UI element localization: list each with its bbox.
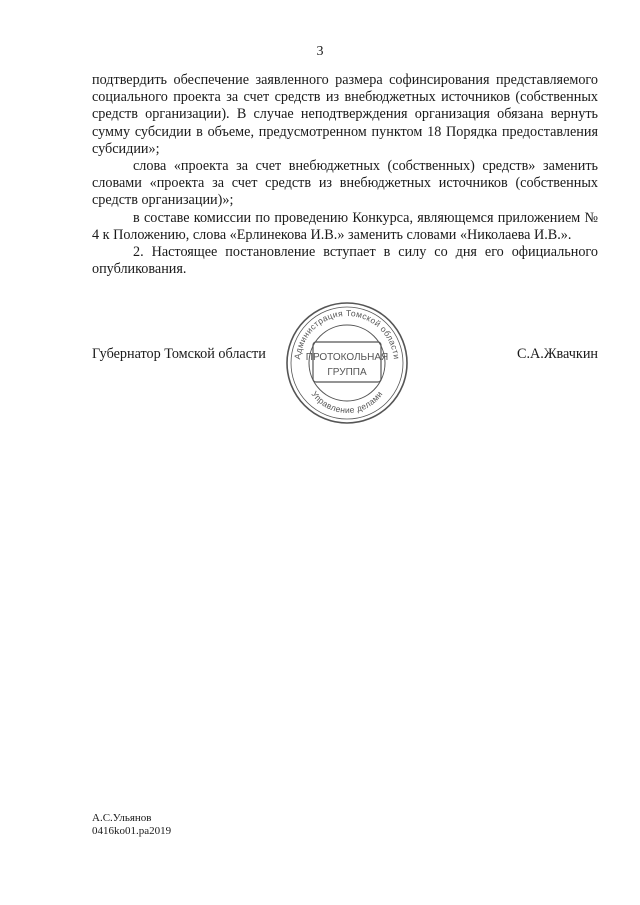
document-footer (92, 812, 171, 838)
stamp-center-line1: ПРОТОКОЛЬНАЯ (305, 352, 389, 363)
paragraph-replace-words: слова «проекта за счет внебюджетных (собственных) средств» заменить словами «проекта за счет средств из внебюджетных источников (собственных средств организации)»; (92, 158, 598, 209)
footer-author: А.С.Ульянов (92, 812, 152, 824)
footer-doc-code: 0416ko01.pa2019 (92, 825, 172, 837)
signatory-position: Губернатор Томской области (92, 346, 266, 362)
paragraph-effective-date: 2. Настоящее постановление вступает в силу со дня его официального опубликования. (92, 244, 598, 278)
paragraph-commission: в составе комиссии по проведению Конкурса, являющемся приложением № 4 к Положению, слова «Ерлинекова И.В.» заменить словами «Николаева И.В.». (92, 209, 598, 243)
document-body (92, 72, 598, 278)
stamp-ring-top-text: Администрация Томской области (292, 307, 402, 360)
paragraph-continuation: подтвердить обеспечение заявленного размера софинсирования представляемого социального проекта за счет средств из внебюджетных источников (собственных средств организации). В случае неподтверждения организация обязана вернуть сумму субсидии в объеме, предусмотренном пунктом 18 Порядка предоставления субсидии»; (92, 72, 598, 157)
signatory-name: С.А.Жвачкин (517, 346, 598, 362)
stamp-ring-bottom-text: Управление делами (309, 389, 385, 416)
page-number: 3 (316, 44, 324, 59)
stamp-center-line2: ГРУППА (327, 367, 367, 378)
official-stamp (282, 298, 412, 428)
